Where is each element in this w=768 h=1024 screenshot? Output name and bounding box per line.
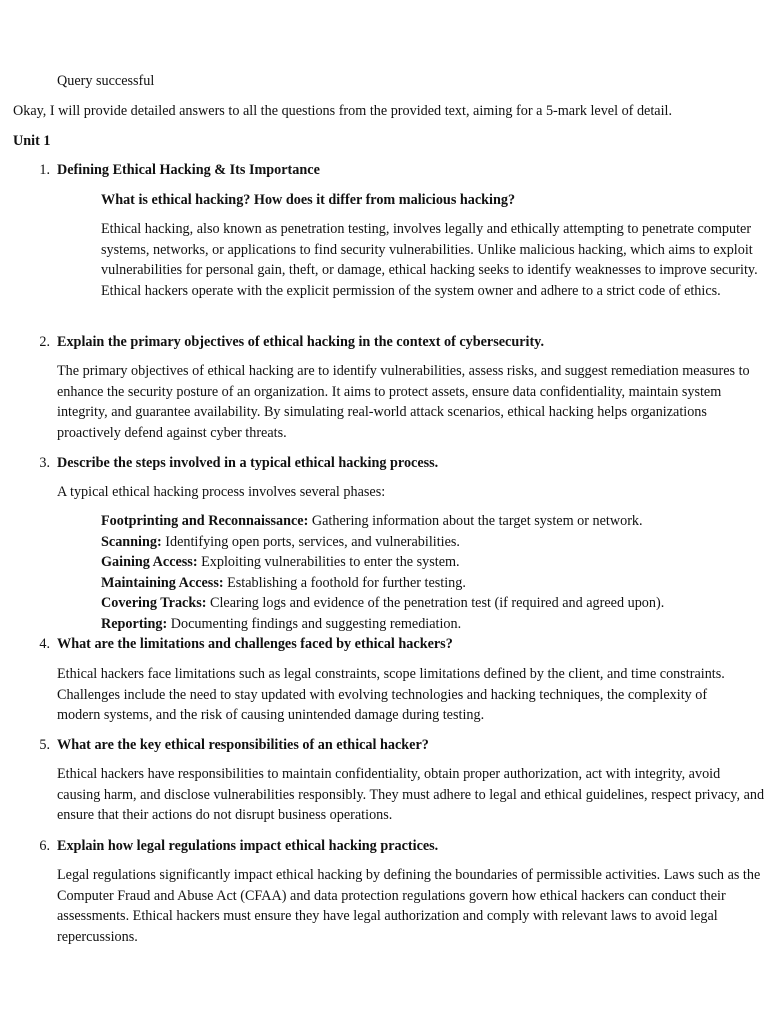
question-6-title: Explain how legal regulations impact ethical hacking practices. [57,838,439,854]
question-1-subtitle: What is ethical hacking? How does it differ from malicious hacking? [101,192,516,208]
question-1-title: Defining Ethical Hacking & Its Importance [57,162,320,178]
list-item [101,532,741,553]
question-4-body: Ethical hackers face limitations such as legal constraints, scope limitations defined by the client, and time constraints. Challenges include the need to stay updated with evolving technologies and hacking techniques, the complexity of modern systems, and the risk of causing unintended damage during testing. [57,666,725,723]
unit-title: Unit 1 [13,133,51,149]
step-desc: Clearing logs and evidence of the penetration test (if required and agreed upon). [206,595,665,611]
list-item [101,593,741,614]
question-2-number: 2. [39,334,50,350]
question-3-body: A typical ethical hacking process involves several phases: [57,484,386,500]
step-desc: Documenting findings and suggesting remediation. [167,615,462,632]
question-1-body: Ethical hacking, also known as penetration testing, involves legally and ethically attempting to penetrate computer systems, networks, or applications to find security vulnerabilities. Unlike malicious hacking, which aims to exploit vulnerabilities for personal gain, theft, or damage, ethical hacking seeks to identify weaknesses to improve security. Ethical hackers operate with the explicit permission of the system owner and adhere to a strict code of ethics. [101,221,758,299]
step-term: Reporting: [101,615,168,632]
question-2-title: Explain the primary objectives of ethical hacking in the context of cybersecurity. [57,334,545,350]
intro-text: Okay, I will provide detailed answers to all the questions from the provided text, aiming for a 5-mark level of detail. [13,103,673,119]
step-desc: Gathering information about the target system or network. [308,513,643,529]
question-6-number: 6. [39,838,50,854]
list-item [101,511,741,532]
question-4-number: 4. [39,636,50,652]
question-5-title: What are the key ethical responsibilities of an ethical hacker? [57,737,429,753]
list-item [101,573,741,594]
step-term: Maintaining Access: [101,574,224,591]
list-item [101,552,741,573]
hacking-steps-list [101,511,741,634]
question-5-body: Ethical hackers have responsibilities to maintain confidentiality, obtain proper authorization, act with integrity, avoid causing harm, and disclose vulnerabilities responsibly. They must adhere to legal and ethical guidelines, respect privacy, and ensure that their actions do not disrupt business operations. [57,766,765,823]
question-3-title: Describe the steps involved in a typical ethical hacking process. [57,455,439,471]
step-term: Covering Tracks: [101,595,207,611]
question-1-number: 1. [39,162,50,178]
step-term: Footprinting and Reconnaissance: [101,513,309,529]
question-3-number: 3. [39,455,50,471]
step-desc: Exploiting vulnerabilities to enter the system. [197,554,460,570]
step-term: Gaining Access: [101,554,198,570]
step-desc: Identifying open ports, services, and vulnerabilities. [161,533,460,550]
step-desc: Establishing a foothold for further testing. [223,574,466,591]
query-status: Query successful [57,73,155,89]
question-6-body: Legal regulations significantly impact ethical hacking by defining the boundaries of permissible activities. Laws such as the Computer Fraud and Abuse Act (CFAA) and data protection regulations govern how ethical hackers can conduct their assessments. Ethical hackers must ensure they have legal authorization and comply with relevant laws to avoid legal repercussions. [57,867,761,945]
list-item [101,614,741,635]
question-5-number: 5. [39,737,50,753]
question-4-title: What are the limitations and challenges faced by ethical hackers? [57,636,453,652]
question-2-body: The primary objectives of ethical hacking are to identify vulnerabilities, assess risks, and suggest remediation measures to enhance the security posture of an organization. It aims to protect assets, ensure data confidentiality, maintain system integrity, and guarantee availability. By simulating real-world attack scenarios, ethical hacking helps organizations proactively defend against cyber threats. [57,363,750,441]
step-term: Scanning: [101,533,162,550]
